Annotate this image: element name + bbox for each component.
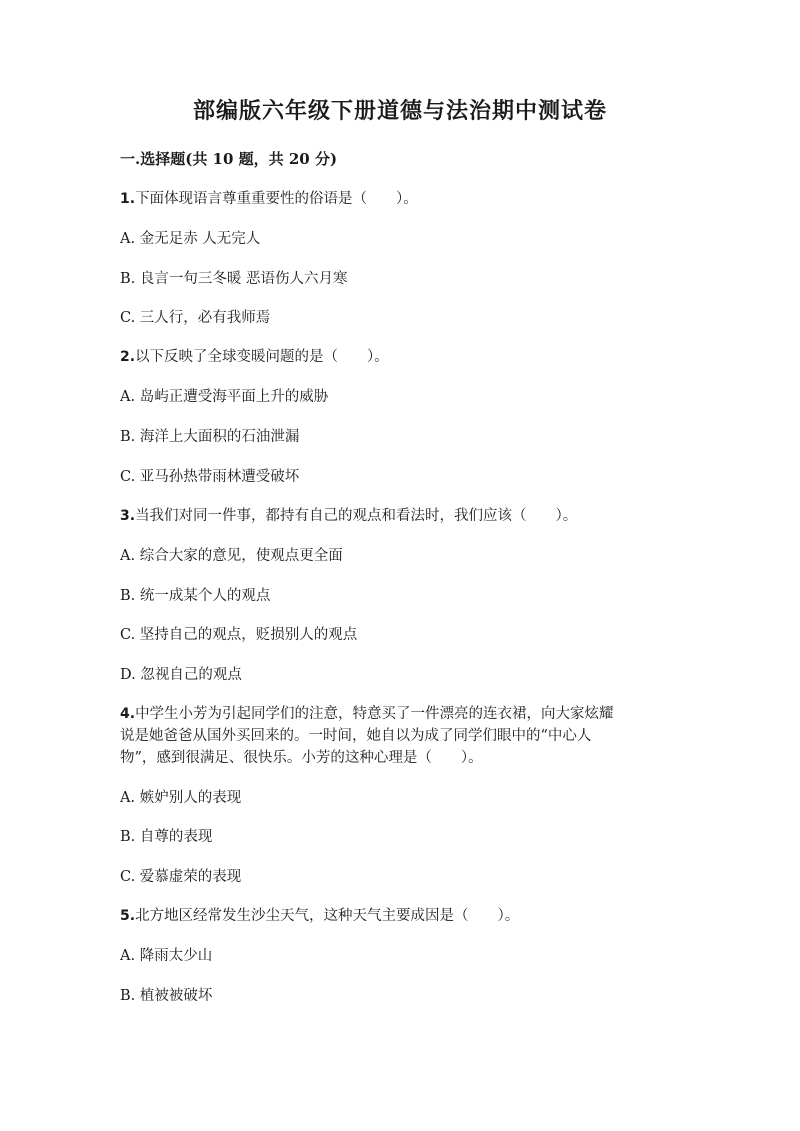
option-3b: B. 统一成某个人的观点 [120, 588, 271, 604]
question-text: 以下反映了全球变暖问题的是（ ）。 [135, 349, 389, 365]
question-text-line-1: 中学生小芳为引起同学们的注意，特意买了一件漂亮的连衣裙，向大家炫耀 [135, 706, 614, 722]
page-title: 部编版六年级下册道德与法治期中测试卷 [192, 98, 607, 124]
option-1a: A. 金无足赤 人无完人 [120, 231, 261, 247]
option-3c: C. 坚持自己的观点，贬损别人的观点 [120, 627, 358, 643]
option-4c: C. 爱慕虚荣的表现 [120, 869, 242, 885]
question-1 [120, 188, 690, 210]
option-1b: B. 良言一句三冬暖 恶语伤人六月寒 [120, 271, 348, 287]
question-4 [120, 703, 690, 725]
question-number: 1. [120, 191, 136, 207]
question-text: 北方地区经常发生沙尘天气，这种天气主要成因是（ ）。 [135, 908, 520, 924]
option-4a: A. 嫉妒别人的表现 [120, 790, 242, 806]
question-5 [120, 905, 690, 927]
question-3 [120, 505, 690, 527]
question-number: 2. [120, 349, 136, 365]
question-text: 下面体现语言尊重重要性的俗语是（ ）。 [135, 191, 418, 207]
question-2 [120, 346, 690, 368]
option-1c: C. 三人行，必有我师焉 [120, 310, 271, 326]
option-2c: C. 亚马孙热带雨林遭受破坏 [120, 469, 300, 485]
option-5a: A. 降雨太少山 [120, 948, 213, 964]
question-text-line-2: 说是她爸爸从国外买回来的。一时间，她自以为成了同学们眼中的“中心人 [120, 728, 592, 744]
option-2a: A. 岛屿正遭受海平面上升的威胁 [120, 389, 329, 405]
question-number: 5. [120, 908, 136, 924]
option-5b: B. 植被被破坏 [120, 988, 213, 1004]
option-4b: B. 自尊的表现 [120, 829, 213, 845]
option-3a: A. 综合大家的意见，使观点更全面 [120, 548, 343, 564]
option-2b: B. 海洋上大面积的石油泄漏 [120, 429, 300, 445]
question-number: 4. [120, 706, 136, 722]
option-3d: D. 忽视自己的观点 [120, 667, 242, 683]
section-heading: 一.选择题(共 10 题，共 20 分) [120, 150, 338, 168]
question-text-line-3: 物”，感到很满足、很快乐。小芳的这种心理是（ ）。 [120, 750, 483, 766]
question-number: 3. [120, 508, 136, 524]
question-text: 当我们对同一件事，都持有自己的观点和看法时，我们应该（ ）。 [135, 508, 578, 524]
